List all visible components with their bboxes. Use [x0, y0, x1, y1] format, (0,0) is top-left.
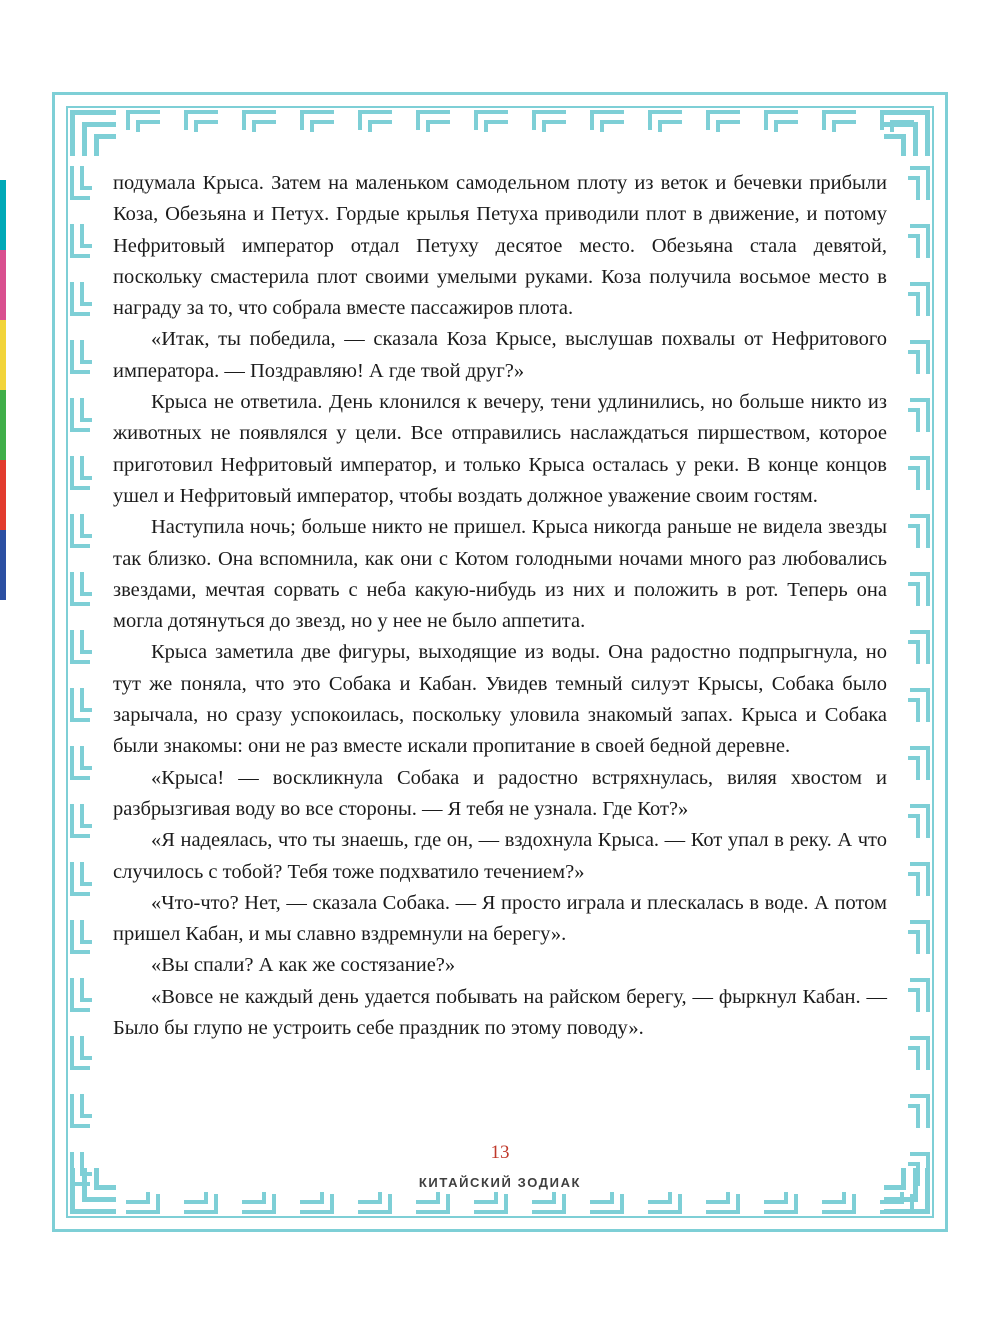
body-paragraph: подумала Крыса. Затем на маленьком самодельном плоту из веток и бечевки прибыли Коза, Обезьяна и Петух. Гордые крылья Петуха приводили плот в движение, и потому Нефритовый император отдал Петуху десятое место. Обезьяна стала девятой, поскольку смастерила плот своими умелыми руками. Коза получила восьмое место в награду за то, что собрала вместе пассажиров плота.: [113, 172, 887, 320]
body-paragraph: Наступила ночь; больше никто не пришел. Крыса никогда раньше не видела звезды так близко. Она вспомнила, как они с Котом голодными ночами много раз любовались звездами, мечтая сорвать с неба какую-нибудь из них и положить в рот. Теперь она могла дотянуться до звезд, но у нее не было аппетита.: [113, 516, 887, 633]
body-paragraph: «Вы спали? А как же состязание?»: [151, 954, 456, 977]
body-paragraph: «Что-что? Нет, — сказала Собака. — Я просто играла и плескалась в воде. А потом пришел Кабан, и мы славно вздремнули на берегу».: [113, 891, 887, 946]
magenta-bar: [0, 250, 6, 320]
page-number: 13: [490, 1142, 510, 1163]
red-bar: [0, 460, 6, 530]
greek-key-corner-top-right: [884, 110, 930, 156]
body-paragraph: «Я надеялась, что ты знаешь, где он, — вздохнула Крыса. — Кот упал в реку. А что случилось с тобой? Тебя тоже подхватило течением?»: [113, 829, 887, 883]
body-paragraph: Крыса заметила две фигуры, выходящие из воды. Она радостно подпрыгнула, но тут же поняла, что это Собака и Кабан. Увидев темный силуэт Крысы, Собака было зарычала, но сразу успокоилась, поскольку уловила знакомый запах. Крыса и Собака были знакомы: они не раз вместе искали пропитание в своей бедной деревне.: [113, 641, 887, 758]
yellow-bar: [0, 320, 6, 390]
body-paragraph: Крыса не ответила. День клонился к вечеру, тени удлинились, но больше никто из животных не появлялся у цели. Все отправились наслаждаться пиршеством, которое приготовил Нефритовый император, и только Крыса осталась у реки. В конце концов ушел и Нефритовый император, чтобы воздать должное уважение своим гостям.: [113, 391, 887, 507]
running-head: КИТАЙСКИЙ ЗОДИАК: [418, 1175, 582, 1190]
body-paragraph: «Вовсе не каждый день удается побывать на райском берегу, — фыркнул Кабан. — Было бы глупо не устроить себе праздник по этому поводу».: [113, 985, 887, 1040]
page-body-text: [113, 168, 887, 1044]
body-paragraph: «Итак, ты победила, — сказала Коза Крысе, выслушав похвалы от Нефритового императора. — Поздравляю! А где твой друг?»: [113, 328, 887, 382]
print-color-bars: [0, 180, 6, 600]
blue-bar: [0, 530, 6, 600]
cyan-bar: [0, 180, 6, 250]
green-bar: [0, 390, 6, 460]
body-paragraph: «Крыса! — воскликнула Собака и радостно встряхнулась, виляя хвостом и разбрызгивая воду во все стороны. — Я тебя не узнала. Где Кот?»: [113, 766, 887, 820]
greek-key-corner-top-left: [70, 110, 116, 156]
